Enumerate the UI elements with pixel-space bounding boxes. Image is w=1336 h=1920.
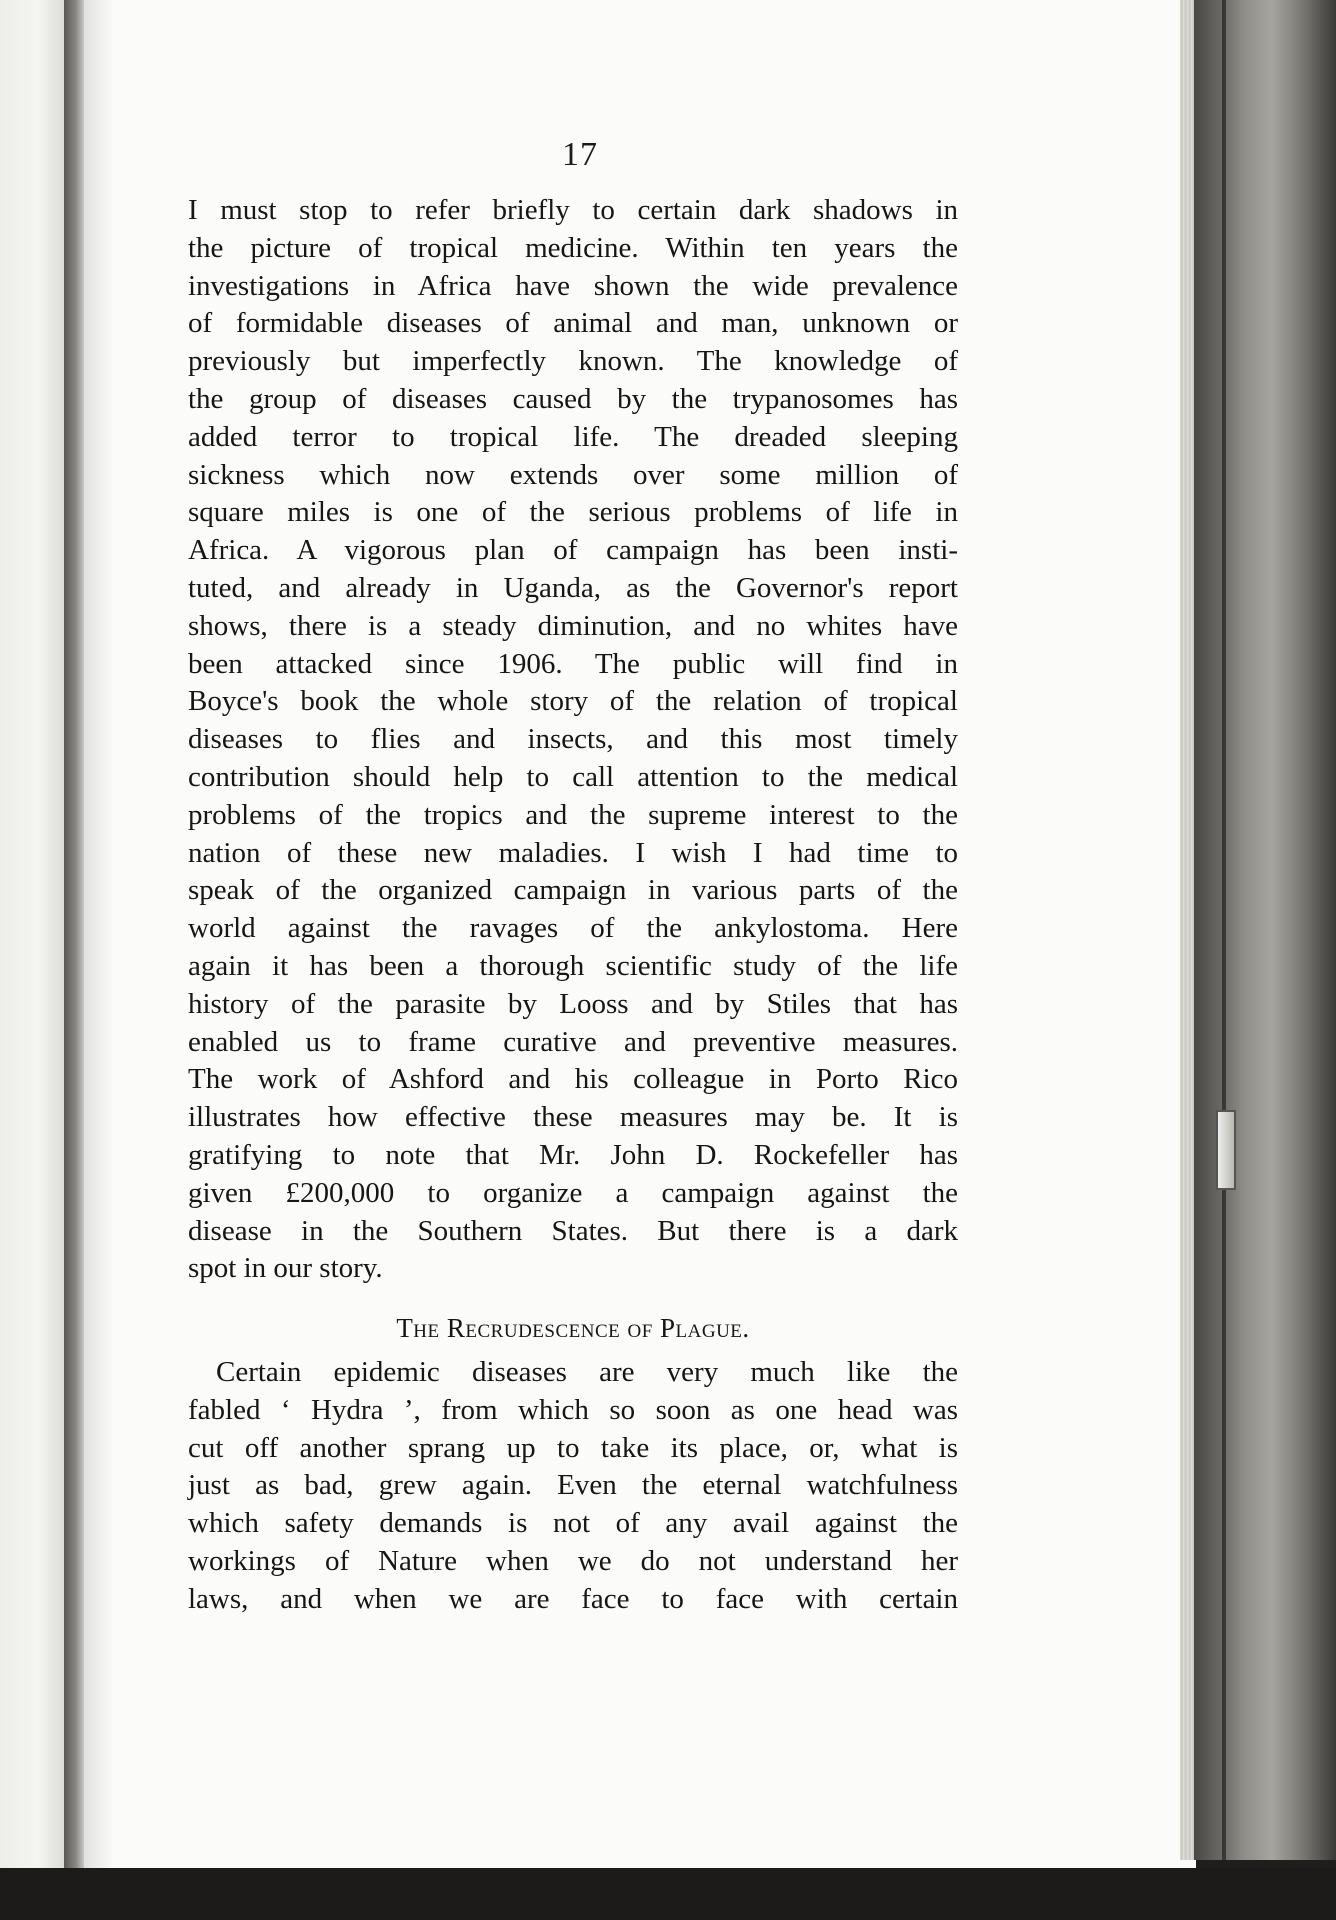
- text-line: added terror to tropical life. The dreaded sleeping: [188, 420, 958, 453]
- text-line: Certain epidemic diseases are very much like the: [216, 1356, 958, 1388]
- facing-page-edge: [0, 0, 64, 1880]
- section-heading: The Recrudescence of Plague.: [396, 1313, 750, 1343]
- text-line: speak of the organized campaign in various parts of the: [188, 874, 958, 907]
- text-line: workings of Nature when we do not understand her: [188, 1544, 958, 1577]
- text-line: I must stop to refer briefly to certain dark shadows in: [188, 194, 958, 226]
- text-line: the picture of tropical medicine. Within ten years the: [188, 231, 958, 264]
- text-line: contribution should help to call attention to the medical: [188, 760, 958, 793]
- text-line: diseases to flies and insects, and this most timely: [188, 723, 958, 756]
- text-line: enabled us to frame curative and preventive measures.: [188, 1025, 958, 1058]
- scan-background: [0, 1868, 1336, 1920]
- text-line: just as bad, grew again. Even the eternal watchfulness: [188, 1469, 958, 1502]
- cover-crease: [1222, 0, 1226, 1860]
- paragraph-1: [188, 192, 958, 1288]
- text-line: investigations in Africa have shown the wide prevalence: [188, 269, 958, 302]
- text-line: laws, and when we are face to face with certain: [188, 1582, 958, 1615]
- text-line: Africa. A vigorous plan of campaign has been insti-: [188, 534, 958, 567]
- page-stack-edges: [1180, 0, 1194, 1860]
- text-line: gratifying to note that Mr. John D. Rockefeller has: [188, 1138, 958, 1171]
- text-line: fabled ‘ Hydra ’, from which so soon as one head was: [188, 1393, 958, 1426]
- text-line: disease in the Southern States. But there is a dark: [188, 1214, 958, 1247]
- text-line: Boyce's book the whole story of the relation of tropical: [188, 685, 958, 718]
- cover-clip: [1216, 1110, 1236, 1190]
- text-line: again it has been a thorough scientific study of the life: [188, 949, 958, 982]
- text-line: problems of the tropics and the supreme interest to the: [188, 798, 958, 831]
- text-line: history of the parasite by Looss and by Stiles that has: [188, 987, 958, 1020]
- text-line: spot in our story.: [188, 1252, 383, 1285]
- text-line: given £200,000 to organize a campaign against the: [188, 1176, 958, 1209]
- paragraph-2: [188, 1354, 958, 1619]
- text-line: The work of Ashford and his colleague in Porto Rico: [188, 1063, 958, 1096]
- text-line: illustrates how effective these measures may be. It is: [188, 1101, 958, 1134]
- book-cover-edge: [1194, 0, 1336, 1860]
- text-line: world against the ravages of the ankylostoma. Here: [188, 912, 958, 945]
- text-line: cut off another sprang up to take its place, or, what is: [188, 1431, 958, 1464]
- page-number: 17: [562, 136, 598, 173]
- text-line: nation of these new maladies. I wish I had time to: [188, 836, 958, 869]
- text-line: tuted, and already in Uganda, as the Governor's report: [188, 571, 958, 604]
- text-line: previously but imperfectly known. The knowledge of: [188, 345, 958, 378]
- text-line: the group of diseases caused by the trypanosomes has: [188, 382, 958, 415]
- text-line: sickness which now extends over some million of: [188, 458, 958, 491]
- text-line: which safety demands is not of any avail against the: [188, 1507, 958, 1540]
- text-line: shows, there is a steady diminution, and no whites have: [188, 609, 958, 642]
- book-gutter: [64, 0, 84, 1880]
- text-line: square miles is one of the serious problems of life in: [188, 496, 958, 529]
- text-line: of formidable diseases of animal and man, unknown or: [188, 307, 958, 340]
- text-line: been attacked since 1906. The public will find in: [188, 647, 958, 680]
